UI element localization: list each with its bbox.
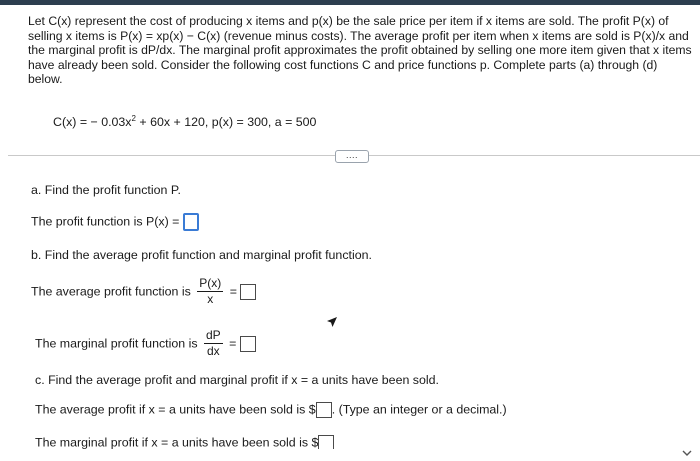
marginal-profit-at-a-row [35, 435, 334, 449]
given-functions [53, 114, 316, 129]
marginal-profit-fraction [204, 329, 223, 358]
average-profit-at-a-row [35, 402, 507, 418]
average-profit-label: The average profit function is [31, 284, 191, 299]
average-profit-input[interactable] [240, 284, 256, 300]
average-profit-at-a-label: The average profit if x = a units have been sold is $ [35, 402, 316, 417]
marginal-profit-at-a-input[interactable] [318, 435, 334, 449]
average-profit-row [31, 277, 256, 306]
equals-sign: = [229, 284, 237, 299]
formula-pre: C(x) = − 0.03x [53, 115, 132, 130]
part-c-heading: c. Find the average profit and marginal profit if x = a units have been sold. [35, 373, 439, 387]
average-profit-at-a-input[interactable] [316, 402, 332, 418]
fraction-numerator: P(x) [199, 276, 222, 290]
chevron-down-icon[interactable] [682, 449, 692, 457]
part-a-answer-row [31, 213, 199, 231]
expand-button[interactable]: .... [335, 150, 369, 163]
part-b-heading: b. Find the average profit function and marginal profit function. [31, 248, 372, 262]
formula-exponent: 2 [131, 114, 136, 123]
equals-sign: = [229, 336, 237, 351]
average-profit-fraction [197, 277, 223, 306]
fraction-denominator: dx [206, 344, 220, 358]
fraction-denominator: x [207, 292, 214, 306]
arrow-cursor-icon [326, 316, 338, 328]
intro-text: Let C(x) represent the cost of producing x items and p(x) be the sale price per item if x items are sold. The profit P(x) of selling x items is P(x) = xp(x) − C(x) (revenue minus costs). The average profit per item when x items are sold is P(x)/x and the marginal profit is dP/dx. The marginal profit approximates the profit obtained by selling one more item given that x items have already been sold. Consider the following cost functions C and price functions p. Complete parts (a) through (d) below. [28, 14, 692, 87]
answer-format-hint: . (Type an integer or a decimal.) [331, 402, 507, 417]
marginal-profit-input[interactable] [240, 336, 256, 352]
marginal-profit-row [35, 329, 256, 358]
fraction-numerator: dP [205, 328, 221, 342]
profit-function-label: The profit function is P(x) = [31, 214, 180, 229]
marginal-profit-label: The marginal profit function is [35, 336, 198, 351]
profit-function-input[interactable] [183, 213, 199, 231]
marginal-profit-at-a-label: The marginal profit if x = a units have been sold is $ [35, 435, 319, 449]
formula-post: + 60x + 120, p(x) = 300, a = 500 [135, 115, 317, 130]
part-a-heading: a. Find the profit function P. [31, 183, 181, 197]
top-bar [0, 0, 700, 5]
problem-statement [28, 14, 694, 87]
